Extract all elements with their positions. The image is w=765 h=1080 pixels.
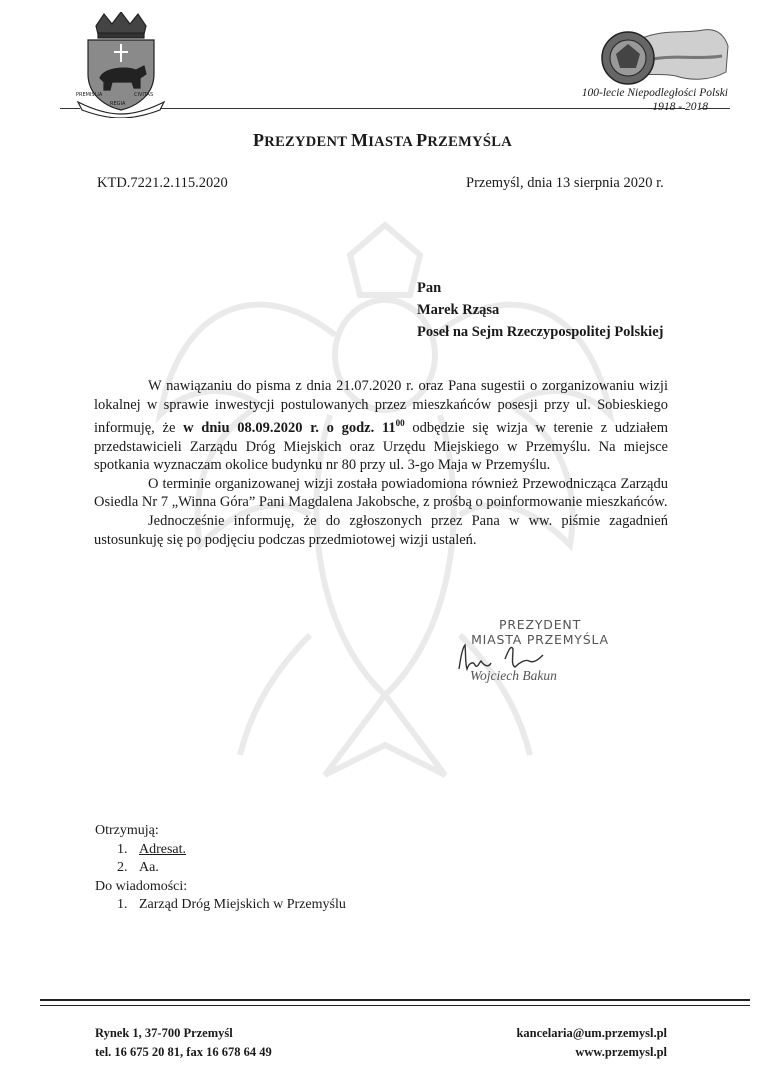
reference-number: KTD.7221.2.115.2020 (97, 175, 228, 191)
official-stamp (455, 617, 625, 697)
anniversary-years: 1918 - 2018 (652, 101, 708, 113)
anniversary-line1: 100-lecie Niepodległości Polski (581, 87, 728, 99)
cc-item: 1. Zarząd Dróg Miejskich w Przemyślu (117, 897, 346, 912)
meeting-date: w dniu 08.09.2020 r. o godz. $11^{00}$ (183, 418, 405, 437)
paragraph-2: O terminie organizowanej wizji została powiadomiona również Przewodnicząca Zarządu Osiedla Nr 7 „Winna Góra” Pani Magdalena Jakobsche, z prośbą o poinformowanie mieszkańców. (94, 475, 668, 511)
heading-word-1: REZYDENT (264, 134, 351, 150)
independence-anniversary-emblem-icon (588, 20, 730, 92)
addressee-name: Marek Rząsa (417, 302, 500, 318)
footer-rule-bottom (40, 1005, 750, 1006)
footer-address: Rynek 1, 37-700 Przemyśl (95, 1026, 233, 1040)
heading-initial-2: M (350, 130, 369, 150)
footer-website[interactable]: www.przemysl.pl (575, 1045, 667, 1059)
addressee-block (417, 277, 663, 343)
crest-motto-left: PREMISLIA (76, 92, 103, 98)
place-date: Przemyśl, dnia 13 sierpnia 2020 r. (466, 175, 664, 191)
header-rule-left (60, 108, 80, 109)
crest-motto-right: CIVITAS (134, 92, 154, 98)
addressee-salutation: Pan (417, 280, 442, 296)
footer-email[interactable]: kancelaria@um.przemysl.pl (516, 1026, 667, 1040)
letter-body (94, 377, 668, 549)
stamp-line2: MIASTA PRZEMYŚLA (471, 632, 609, 647)
crest-motto-center: REGIA (110, 101, 126, 107)
recipients-label: Otrzymują: (95, 823, 159, 838)
footer-phones: tel. 16 675 20 81, fax 16 678 64 49 (95, 1045, 272, 1059)
heading-word-3: RZEMYŚLA (427, 134, 512, 150)
heading-initial-1: P (253, 130, 265, 150)
heading-word-2: IASTA (368, 134, 417, 150)
recipients-block (95, 822, 346, 915)
addressee-position: Poseł na Sejm Rzeczypospolitej Polskiej (417, 324, 664, 340)
stamp-line1: PREZYDENT (498, 617, 582, 632)
paragraph-1: W nawiązaniu do pisma z dnia 21.07.2020 r. oraz Pana sugestii o zorganizowaniu wizji lokalnej w sprawie inwestycji postulowanych przez mieszkańców posesji przy ul. Sobieskiego informuję, że w dniu 08.09.2020 r. o godz. $11^{00}$ odbędzie się wizja w terenie z udziałem przedstawicieli Zarządu Dróg Miejskich oraz Urzędu Miejskiego w Przemyślu. Na miejsce spotkania wyznaczam okolice budynku nr 80 przy ul. 3-go Maja w Przemyślu. (94, 378, 668, 474)
anniversary-caption (560, 86, 728, 114)
document-heading (0, 130, 765, 151)
recipient-item: 1. Adresat. (117, 841, 187, 857)
footer-contact-left (95, 1024, 272, 1062)
recipient-item: 2. Aa. (117, 860, 159, 875)
stamp-signatory-name: Wojciech Bakun (470, 668, 557, 683)
cc-label: Do wiadomości: (95, 878, 188, 894)
footer-contact-right (516, 1024, 667, 1062)
footer-rule-top (40, 999, 750, 1001)
heading-initial-3: P (416, 130, 428, 150)
paragraph-3: Jednocześnie informuję, że do zgłoszonych przez Pana w ww. piśmie zagadnień ustosunkuję się po podjęciu podczas przedmiotowej wizji ustaleń. (94, 512, 668, 548)
